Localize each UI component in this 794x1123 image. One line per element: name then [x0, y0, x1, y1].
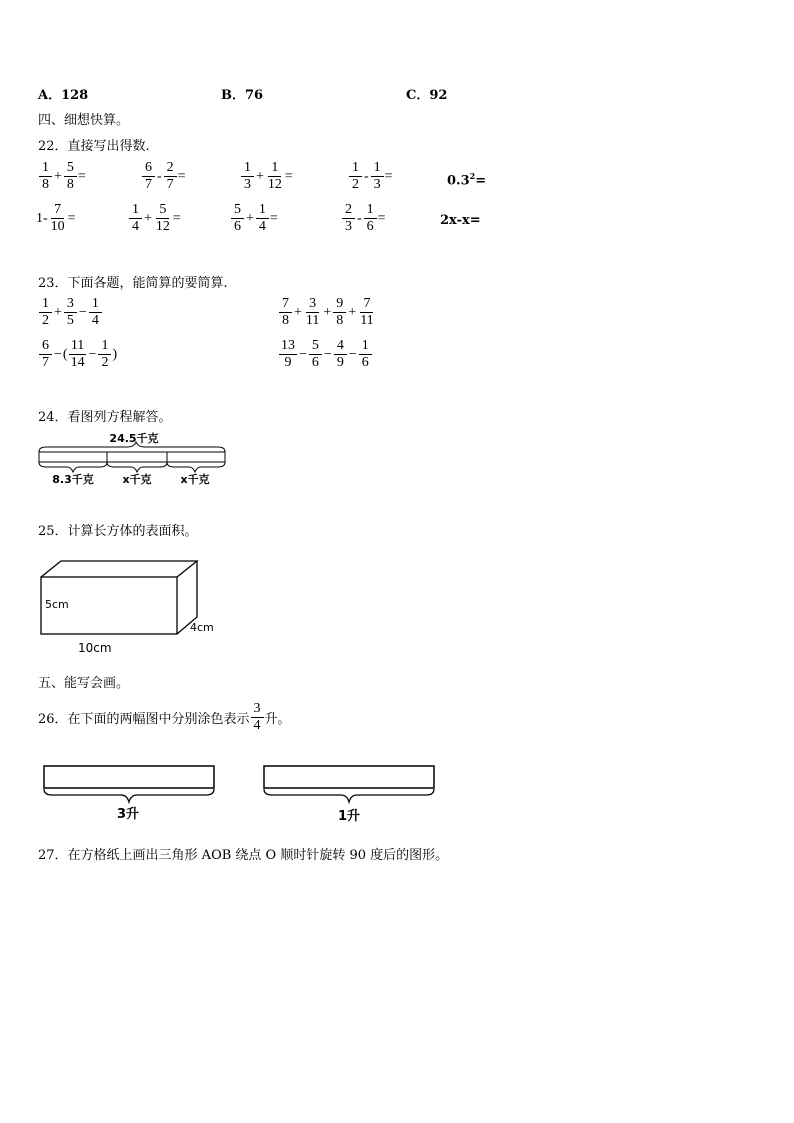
option-b: B．76 [221, 88, 264, 103]
q22-expr-10: 2x-x= [440, 213, 481, 228]
q25-title: 25．计算长方体的表面积。 [38, 524, 198, 539]
q23-expr-4: $\frac{13}{9}$ − $\frac{5}{6}$ − $\frac{4}{9}$ − $\frac{1}{6}$ [278, 338, 373, 371]
q22-expr-1: $\frac{1}{8}$ + $\frac{5}{8}$ = [38, 160, 86, 193]
q22-expr-3: $\frac{1}{3}$ + $\frac{1}{12}$ = [240, 160, 293, 193]
q23-expr-1: $\frac{1}{2}$ + $\frac{3}{5}$ − $\frac{1}{4}$ [38, 296, 103, 329]
cuboid-length-label: 10cm [78, 641, 112, 655]
q26-title: 26．在下面的两幅图中分别涂色表示 $\frac{3}{4}$ 升。 [38, 701, 291, 733]
q23-expr-2: $\frac{7}{8}$ + $\frac{3}{11}$ + $\frac{9}{8}$ + $\frac{7}{11}$ [278, 296, 377, 329]
q22-expr-8: $\frac{5}{6}$ + $\frac{1}{4}$ = [230, 202, 278, 235]
q23-expr-3: $\frac{6}{7}$ − ( $\frac{11}{14}$ − $\frac{1}{2}$ ) [38, 338, 117, 371]
q26-label-3-liters: 3升 [116, 807, 140, 822]
q24-title: 24．看图列方程解答。 [38, 410, 172, 425]
q26-label-1-liter: 1升 [337, 809, 361, 824]
cuboid-height-label: 5cm [45, 598, 69, 611]
q24-total-label: 24.5千克 [109, 432, 159, 445]
section-5-title: 五、能写会画。 [38, 676, 130, 691]
q24-line-diagram [34, 430, 234, 490]
q23-title: 23．下面各题，能简算的要简算. [38, 276, 228, 291]
q22-expr-7: $\frac{1}{4}$ + $\frac{5}{12}$ = [128, 202, 181, 235]
option-a: A．128 [38, 88, 89, 103]
section-4-title: 四、细想快算。 [38, 113, 130, 128]
q22-expr-6: 1- $\frac{7}{10}$ = [36, 202, 76, 234]
q26-bar-3-liters [38, 762, 223, 824]
q24-part-label-3: x千克 [180, 473, 210, 486]
q27-title: 27．在方格纸上画出三角形 AOB 绕点 O 顺时针旋转 90 度后的图形。 [38, 848, 449, 863]
cuboid-diagram [30, 555, 230, 660]
q22-expr-2: $\frac{6}{7}$ - $\frac{2}{7}$ = [141, 160, 186, 193]
q24-part-label-2: x千克 [122, 473, 152, 486]
q22-expr-4: $\frac{1}{2}$ - $\frac{1}{3}$ = [348, 160, 393, 193]
q24-part-label-1: 8.3千克 [52, 473, 94, 486]
option-c: C．92 [406, 88, 448, 103]
q22-expr-5: $0.3^2=$ [447, 171, 487, 189]
q22-expr-9: $\frac{2}{3}$ - $\frac{1}{6}$ = [341, 202, 386, 235]
q22-title: 22．直接写出得数. [38, 139, 150, 154]
q26-bar-1-liter [258, 762, 443, 824]
cuboid-width-label: 4cm [190, 621, 214, 634]
